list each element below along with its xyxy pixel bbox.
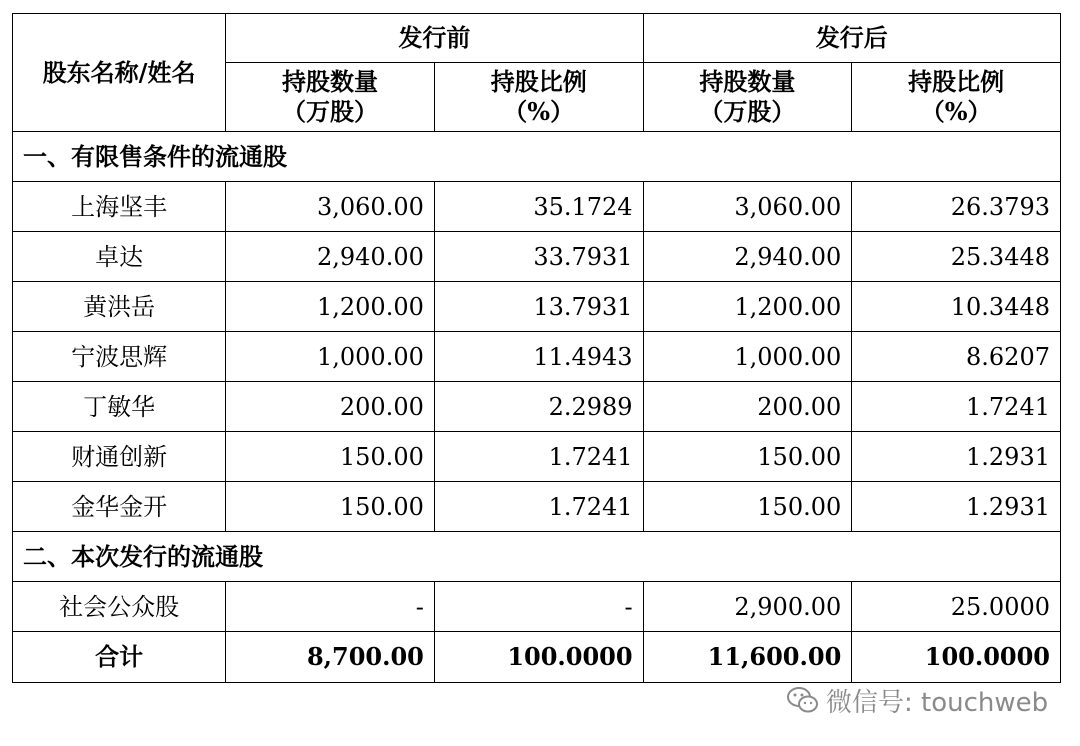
- section1-title: 一、有限售条件的流通股: [13, 132, 1061, 182]
- after-shares: 150.00: [643, 432, 852, 482]
- after-ratio: 1.2931: [852, 432, 1061, 482]
- before-ratio: 33.7931: [434, 232, 643, 282]
- after-shares: 2,900.00: [643, 582, 852, 632]
- section-row: [13, 532, 1061, 582]
- header-ratio-line2: （%）: [920, 97, 992, 126]
- before-shares: 2,940.00: [226, 232, 435, 282]
- holder-name: 丁敏华: [13, 382, 226, 432]
- header-before-shares: [226, 63, 435, 132]
- total-row: [13, 632, 1061, 683]
- table-row: [13, 182, 1061, 232]
- after-shares: 200.00: [643, 382, 852, 432]
- table-row: [13, 332, 1061, 382]
- before-shares: 1,000.00: [226, 332, 435, 382]
- after-shares: 3,060.00: [643, 182, 852, 232]
- header-ratio-line1: 持股比例: [908, 67, 1005, 96]
- header-holder: 股东名称/姓名: [13, 14, 226, 132]
- holder-name: 卓达: [13, 232, 226, 282]
- total-label: 合计: [13, 632, 226, 683]
- after-ratio: 25.3448: [852, 232, 1061, 282]
- holder-name: 黄洪岳: [13, 282, 226, 332]
- header-shares-line1: 持股数量: [282, 67, 378, 96]
- before-shares: 200.00: [226, 382, 435, 432]
- holder-name: 财通创新: [13, 432, 226, 482]
- header-row-top: [13, 14, 1061, 63]
- before-shares: 1,200.00: [226, 282, 435, 332]
- watermark: [786, 684, 1048, 716]
- before-shares: -: [226, 582, 435, 632]
- after-shares: 1,200.00: [643, 282, 852, 332]
- after-shares: 2,940.00: [643, 232, 852, 282]
- before-shares: 3,060.00: [226, 182, 435, 232]
- header-shares-line2: （万股）: [699, 97, 796, 126]
- table-row: [13, 582, 1061, 632]
- total-before-ratio: 100.0000: [434, 632, 643, 683]
- after-ratio: 1.2931: [852, 482, 1061, 532]
- section-row: [13, 132, 1061, 182]
- total-after-ratio: 100.0000: [852, 632, 1061, 683]
- after-ratio: 25.0000: [852, 582, 1061, 632]
- holder-name: 社会公众股: [13, 582, 226, 632]
- before-ratio: -: [434, 582, 643, 632]
- table-row: [13, 482, 1061, 532]
- header-before: 发行前: [226, 14, 643, 63]
- table-row: [13, 382, 1061, 432]
- before-ratio: 1.7241: [434, 432, 643, 482]
- header-after-ratio: [852, 63, 1061, 132]
- wechat-icon: [786, 685, 820, 715]
- header-before-ratio: [434, 63, 643, 132]
- holder-name: 上海坚丰: [13, 182, 226, 232]
- holder-name: 宁波思辉: [13, 332, 226, 382]
- before-ratio: 11.4943: [434, 332, 643, 382]
- after-ratio: 8.6207: [852, 332, 1061, 382]
- header-shares-line1: 持股数量: [699, 67, 796, 96]
- after-ratio: 1.7241: [852, 382, 1061, 432]
- shareholding-table: [12, 13, 1061, 683]
- holder-name: 金华金开: [13, 482, 226, 532]
- before-ratio: 35.1724: [434, 182, 643, 232]
- table-row: [13, 232, 1061, 282]
- before-ratio: 13.7931: [434, 282, 643, 332]
- total-after-shares: 11,600.00: [643, 632, 852, 683]
- header-ratio-line1: 持股比例: [490, 67, 587, 96]
- after-ratio: 10.3448: [852, 282, 1061, 332]
- table-row: [13, 432, 1061, 482]
- before-ratio: 1.7241: [434, 482, 643, 532]
- total-before-shares: 8,700.00: [226, 632, 435, 683]
- after-shares: 150.00: [643, 482, 852, 532]
- after-ratio: 26.3793: [852, 182, 1061, 232]
- before-shares: 150.00: [226, 432, 435, 482]
- watermark-text: 微信号: touchweb: [826, 687, 1049, 718]
- header-ratio-line2: （%）: [503, 97, 575, 126]
- header-shares-line2: （万股）: [282, 97, 378, 126]
- header-after-shares: [643, 63, 852, 132]
- header-after: 发行后: [643, 14, 1060, 63]
- after-shares: 1,000.00: [643, 332, 852, 382]
- before-shares: 150.00: [226, 482, 435, 532]
- table-row: [13, 282, 1061, 332]
- section2-title: 二、本次发行的流通股: [13, 532, 1061, 582]
- before-ratio: 2.2989: [434, 382, 643, 432]
